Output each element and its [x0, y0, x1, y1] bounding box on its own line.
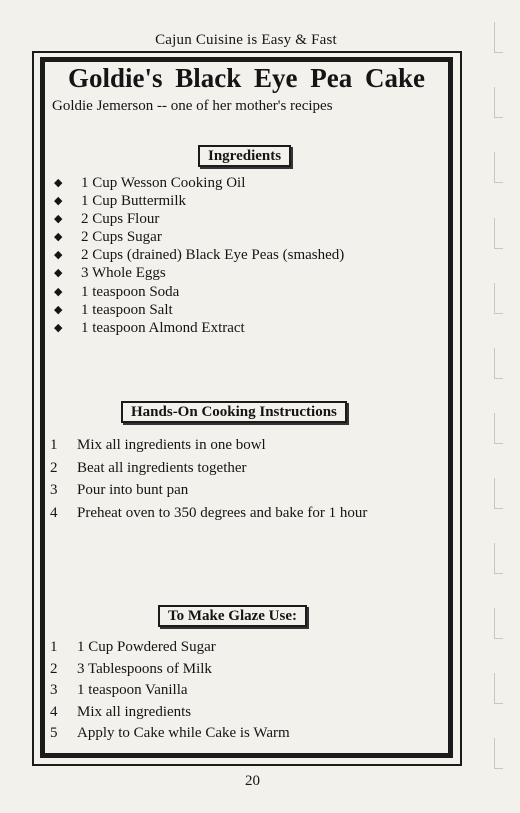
step-text: Mix all ingredients in one bowl	[77, 437, 266, 453]
glaze-list	[50, 637, 290, 745]
ingredient-text: 3 Whole Eggs	[81, 265, 166, 282]
diamond-bullet-icon: ◆	[54, 267, 63, 280]
step-text: 3 Tablespoons of Milk	[77, 660, 212, 677]
index-tab-mark	[494, 478, 503, 509]
index-tab-mark	[494, 673, 503, 704]
step-text: Preheat oven to 350 degrees and bake for 1 hour	[77, 504, 368, 521]
glaze-step	[50, 659, 290, 681]
ingredient-text: 1 teaspoon Almond Extract	[81, 319, 245, 336]
step-text: Mix all ingredients	[77, 703, 192, 720]
step-text: 1 Cup Powdered Sugar	[77, 639, 216, 655]
step-text: Pour into bunt pan	[77, 482, 189, 498]
ingredient-item	[54, 228, 344, 246]
step-number: 2	[50, 459, 58, 476]
index-tab-mark	[494, 738, 503, 769]
ingredient-text: 2 Cups Flour	[81, 211, 160, 228]
ingredients-heading: Ingredients	[198, 145, 291, 167]
ingredient-item	[54, 283, 344, 301]
instruction-step	[50, 502, 367, 525]
ingredient-text: 2 Cups (drained) Black Eye Peas (smashed)	[81, 247, 345, 264]
index-tab-mark	[494, 87, 503, 118]
glaze-step	[50, 680, 290, 702]
diamond-bullet-icon: ◆	[54, 195, 63, 208]
ingredient-item	[54, 192, 344, 210]
page-number: 20	[245, 773, 260, 789]
glaze-heading: To Make Glaze Use:	[158, 605, 307, 627]
instruction-step	[50, 479, 367, 502]
index-tab-mark	[494, 218, 503, 249]
step-number: 2	[50, 660, 58, 677]
diamond-bullet-icon: ◆	[54, 213, 63, 226]
step-number: 4	[50, 703, 58, 720]
glaze-step	[50, 723, 290, 745]
index-tab-mark	[494, 413, 503, 444]
step-text: Apply to Cake while Cake is Warm	[77, 725, 290, 741]
ingredient-item	[54, 264, 344, 282]
step-number: 1	[50, 437, 58, 453]
diamond-bullet-icon: ◆	[54, 321, 63, 334]
ingredient-text: 1 teaspoon Soda	[81, 283, 180, 300]
diamond-bullet-icon: ◆	[54, 249, 63, 262]
ingredient-text: 2 Cups Sugar	[81, 229, 162, 246]
ingredient-item	[54, 301, 344, 319]
instruction-step	[50, 457, 367, 480]
step-number: 3	[50, 482, 58, 498]
step-text: 1 teaspoon Vanilla	[77, 682, 188, 698]
diamond-bullet-icon: ◆	[54, 231, 63, 244]
step-number: 5	[50, 725, 58, 741]
diamond-bullet-icon: ◆	[54, 303, 63, 316]
step-number: 1	[50, 639, 58, 655]
running-head: Cajun Cuisine is Easy & Fast	[155, 32, 337, 48]
ingredient-text: 1 teaspoon Salt	[81, 301, 173, 318]
ingredient-item	[54, 174, 344, 192]
recipe-subtitle: Goldie Jemerson -- one of her mother's recipes	[52, 98, 333, 114]
ingredient-item	[54, 319, 344, 337]
ingredient-item	[54, 210, 344, 228]
index-tab-mark	[494, 543, 503, 574]
recipe-title: Goldie's Black Eye Pea Cake	[68, 63, 425, 93]
ingredient-item	[54, 246, 344, 264]
diamond-bullet-icon: ◆	[54, 177, 63, 189]
index-tab-mark	[494, 348, 503, 379]
index-tab-mark	[494, 283, 503, 314]
step-number: 4	[50, 504, 58, 521]
step-number: 3	[50, 682, 58, 698]
index-tab-mark	[494, 608, 503, 639]
step-text: Beat all ingredients together	[77, 459, 247, 476]
ingredient-text: 1 Cup Buttermilk	[81, 193, 186, 210]
index-tab-mark	[494, 22, 503, 53]
instruction-step	[50, 434, 367, 457]
ingredients-list	[54, 174, 344, 337]
diamond-bullet-icon: ◆	[54, 285, 63, 298]
glaze-step	[50, 637, 290, 659]
index-tab-mark	[494, 152, 503, 183]
glaze-step	[50, 702, 290, 724]
instructions-heading: Hands-On Cooking Instructions	[121, 401, 347, 423]
instructions-list	[50, 434, 367, 524]
ingredient-text: 1 Cup Wesson Cooking Oil	[81, 175, 246, 191]
